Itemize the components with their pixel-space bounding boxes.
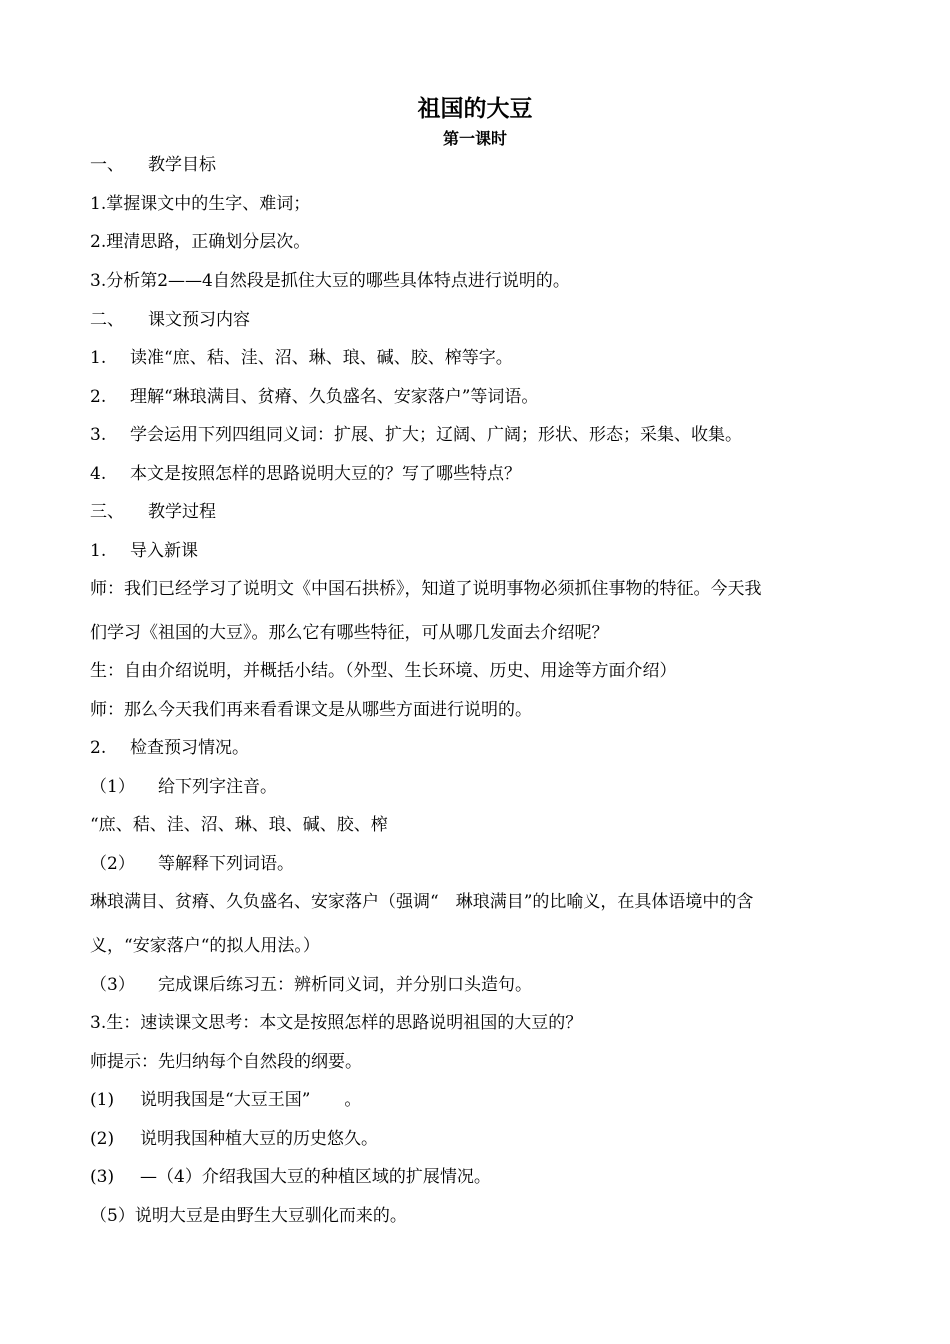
sub-step <box>90 775 277 799</box>
line-text: 教学过程 <box>148 502 216 522</box>
line-text: 3.生：速读课文思考：本文是按照怎样的思路说明祖国的大豆的？ <box>90 1013 583 1033</box>
line-number: 4. <box>90 464 107 484</box>
line-number: 3. <box>90 425 107 445</box>
line-number: 2. <box>90 738 107 758</box>
line-number: (2) <box>90 1129 115 1149</box>
paragraph-line <box>90 890 753 914</box>
line-text: 等解释下列词语。 <box>158 854 294 874</box>
line-text: 给下列字注音。 <box>158 777 277 797</box>
line-number: （2） <box>90 854 135 874</box>
line-text: 完成课后练习五：辨析同义词，并分别口头造句。 <box>158 975 532 995</box>
line-text: 师：那么今天我们再来看看课文是从哪些方面进行说明的。 <box>90 700 532 720</box>
outline-item <box>90 1088 361 1112</box>
goal-item <box>90 192 310 216</box>
line-number: (3) <box>90 1167 115 1187</box>
document-subtitle: 第一课时 <box>442 129 507 148</box>
line-text: 师：我们已经学习了说明文《中国石拱桥》，知道了说明事物必须抓住事物的特征。今天我 <box>90 579 762 599</box>
line-text: 说明我国是“大豆王国” 。 <box>140 1090 362 1110</box>
outline-item <box>90 1204 407 1228</box>
line-text: 们学习《祖国的大豆》。那么它有哪些特征，可从哪几发面去介绍呢？ <box>90 623 609 643</box>
sub-step <box>90 973 532 997</box>
paragraph-line <box>90 934 320 958</box>
line-number: （3） <box>90 975 135 995</box>
preview-item <box>90 462 521 486</box>
line-text: 说明我国种植大豆的历史悠久。 <box>140 1129 378 1149</box>
paragraph-line <box>90 659 677 683</box>
line-text: 琳琅满目、贫瘠、久负盛名、安家落户（强调“ 琳琅满目”的比喻义，在具体语境中的含 <box>90 892 754 912</box>
heading-teaching-goals <box>90 153 216 177</box>
line-number: (1) <box>90 1090 115 1110</box>
line-text: 3.分析第2——4自然段是抓住大豆的哪些具体特点进行说明的。 <box>90 271 570 291</box>
line-number: 二、 <box>90 310 124 330</box>
paragraph-line <box>90 577 762 601</box>
line-text: 检查预习情况。 <box>130 738 249 758</box>
line-text: 生：自由介绍说明，并概括小结。（外型、生长环境、历史、用途等方面介绍） <box>90 661 677 681</box>
line-text: 教学目标 <box>148 155 216 175</box>
line-text: 义，“安家落户“的拟人用法。） <box>90 936 320 956</box>
line-number: （1） <box>90 777 135 797</box>
line-number: 一、 <box>90 155 124 175</box>
paragraph-line <box>90 1011 582 1035</box>
line-text: 导入新课 <box>130 541 198 561</box>
goal-item <box>90 269 570 293</box>
line-text: “庶、秸、洼、沼、琳、琅、碱、胶、榨 <box>90 815 388 835</box>
paragraph-line <box>90 621 609 645</box>
outline-item <box>90 1127 378 1151</box>
goal-item <box>90 230 310 254</box>
line-text: 2.理清思路，正确划分层次。 <box>90 232 311 252</box>
outline-item <box>90 1165 491 1189</box>
line-text: 本文是按照怎样的思路说明大豆的？写了哪些特点？ <box>130 464 521 484</box>
line-text: —（4）介绍我国大豆的种植区域的扩展情况。 <box>140 1167 491 1187</box>
heading-teaching-process <box>90 500 216 524</box>
preview-item <box>90 346 513 370</box>
document-title: 祖国的大豆 <box>417 96 533 122</box>
preview-item <box>90 385 538 409</box>
paragraph-line <box>90 813 388 837</box>
line-number: 1. <box>90 348 107 368</box>
line-text: （5）说明大豆是由野生大豆驯化而来的。 <box>90 1206 407 1226</box>
paragraph-line <box>90 698 532 722</box>
line-text: 读准“庶、秸、洼、沼、琳、琅、碱、胶、榨等字。 <box>130 348 513 368</box>
heading-preview-content <box>90 308 250 332</box>
line-number: 1. <box>90 541 107 561</box>
line-text: 课文预习内容 <box>148 310 250 330</box>
preview-item <box>90 423 742 447</box>
process-step <box>90 736 249 760</box>
line-number: 三、 <box>90 502 124 522</box>
line-text: 师提示：先归纳每个自然段的纲要。 <box>90 1052 362 1072</box>
line-number: 2. <box>90 387 107 407</box>
sub-step <box>90 852 294 876</box>
line-text: 学会运用下列四组同义词：扩展、扩大；辽阔、广阔；形状、形态；采集、收集。 <box>130 425 742 445</box>
process-step <box>90 539 198 563</box>
line-text: 理解“琳琅满目、贫瘠、久负盛名、安家落户”等词语。 <box>130 387 539 407</box>
paragraph-line <box>90 1050 362 1074</box>
line-text: 1.掌握课文中的生字、难词； <box>90 194 311 214</box>
